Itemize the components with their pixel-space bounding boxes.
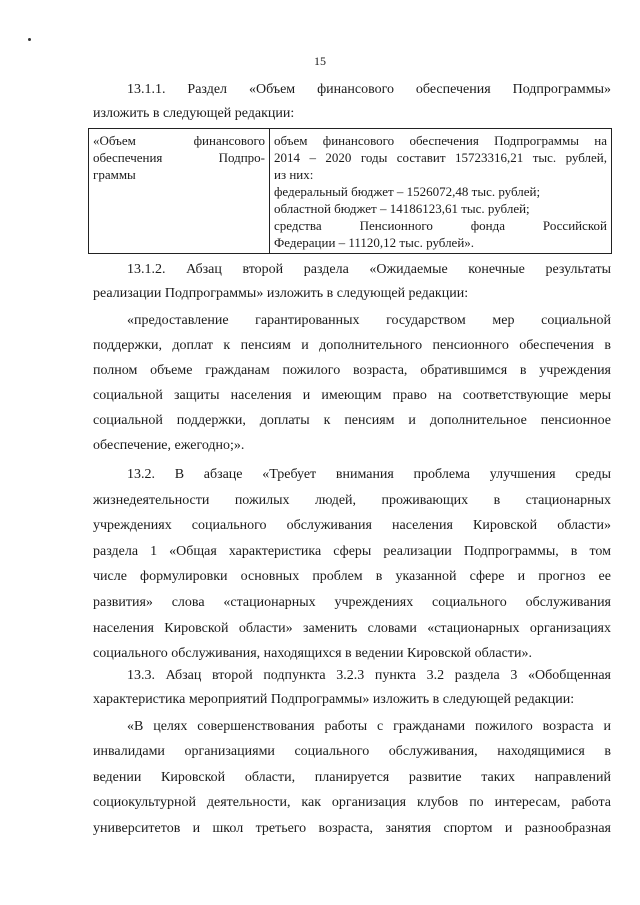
cell-line: областной бюджет – 14186123,61 тыс. рублей; <box>274 201 530 216</box>
text-line: «В целях совершенствования работы с гражданами пожилого возраста и <box>127 719 611 734</box>
text-line: поддержки, доплат к пенсиям и дополнительного пенсионного обеспечения в <box>93 338 611 353</box>
table-row <box>89 129 612 254</box>
cell-line: «Объем финансового <box>93 133 265 148</box>
text-line: полном объеме гражданам пожилого возраста, обратившимся в учреждения <box>93 363 611 378</box>
paragraph-13-1-2 <box>93 258 611 306</box>
text-line: обеспечение, ежегодно;». <box>93 438 245 453</box>
text-line: «предоставление гарантированных государством мер социальной <box>127 313 611 328</box>
paragraph-13-1-1 <box>93 78 611 126</box>
text-line: населения Кировской области» заменить словами «стационарных организациях <box>93 620 611 636</box>
text-line: числе формулировки основных проблем в указанной сфере и прогноз ее <box>93 569 611 585</box>
text-line: социальной защиты населения и имеющим право на соответствующие меры <box>93 388 611 403</box>
page-number: 15 <box>314 54 326 68</box>
table-cell-heading <box>89 129 270 254</box>
text-line: инвалидами организациями социального обслуживания, находящимися в <box>93 744 611 760</box>
scan-speck <box>28 38 31 41</box>
paragraph-13-2 <box>93 462 611 667</box>
text-line: раздела 1 «Общая характеристика сферы реализации Подпрограммы, в том <box>93 543 611 559</box>
text-line: университетов и школ третьего возраста, занятия спортом и разнообразная <box>93 820 611 836</box>
text-line: жизнедеятельности пожилых людей, проживающих в стационарных <box>93 492 611 508</box>
financing-table <box>88 128 612 254</box>
text-line: 13.1.2. Абзац второй раздела «Ожидаемые конечные результаты <box>127 262 611 277</box>
table-cell-content <box>270 129 612 254</box>
text-line: учреждениях социального обслуживания населения Кировской области» <box>93 518 611 534</box>
text-line: социальной поддержки, доплаты к пенсиям и дополнительное пенсионное <box>93 413 611 428</box>
text-line: социокультурной деятельности, как организация клубов по интересам, работа <box>93 795 611 811</box>
cell-line: граммы <box>93 167 136 182</box>
text-line: 13.2. В абзаце «Требует внимания проблема улучшения среды <box>127 467 611 482</box>
cell-line: федеральный бюджет – 1526072,48 тыс. рублей; <box>274 184 541 199</box>
text-line: 13.3. Абзац второй подпункта 3.2.3 пункта 3.2 раздела 3 «Обобщенная <box>127 668 611 683</box>
cell-line: средства Пенсионного фонда Российской <box>274 218 607 233</box>
text-line: реализации Подпрограммы» изложить в следующей редакции: <box>93 286 469 301</box>
text-line: развития» слова «стационарных учреждениях социального обслуживания <box>93 594 611 610</box>
text-line: изложить в следующей редакции: <box>93 106 295 121</box>
cell-line: обеспечения Подпро- <box>93 150 265 165</box>
cell-line: объем финансового обеспечения Подпрограммы на <box>274 133 607 148</box>
text-line: ведении Кировской области, планируется развитие таких направлений <box>93 769 611 785</box>
paragraph-quote-results <box>93 308 611 458</box>
text-line: характеристика мероприятий Подпрограммы» изложить в следующей редакции: <box>93 692 575 707</box>
cell-line: из них: <box>274 167 314 182</box>
cell-line: 2014 – 2020 годы составит 15723316,21 тыс. рублей, <box>274 150 607 165</box>
paragraph-13-3 <box>93 664 611 712</box>
text-line: социального обслуживания, находящихся в ведении Кировской области». <box>93 646 532 662</box>
text-line: 13.1.1. Раздел «Объем финансового обеспечения Подпрограммы» <box>127 82 611 97</box>
paragraph-quote-activities <box>93 714 611 841</box>
cell-line: Федерации – 11120,12 тыс. рублей». <box>274 235 475 250</box>
